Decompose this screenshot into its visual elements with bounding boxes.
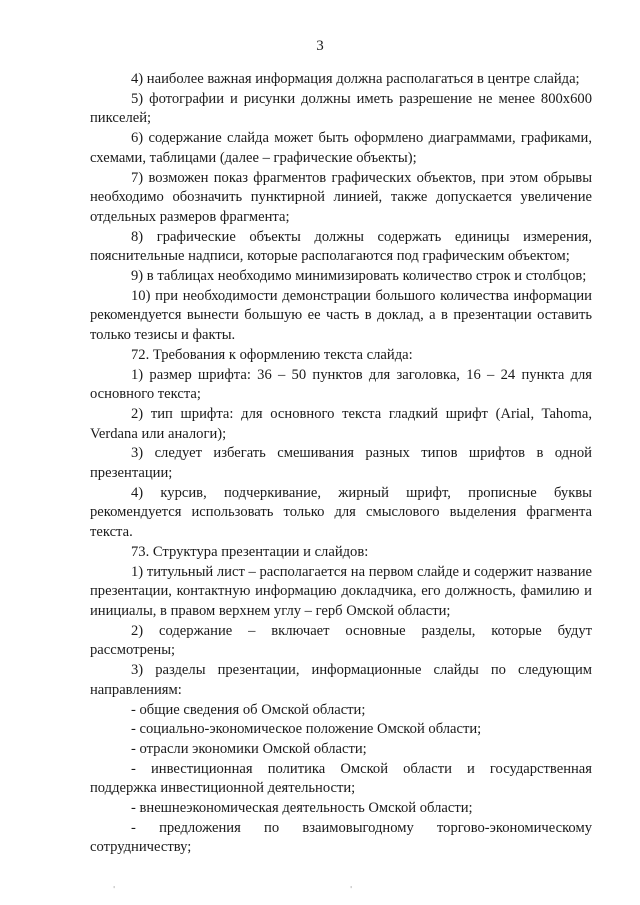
- text-req-3-font-mixing: 3) следует избегать смешивания разных типов шрифтов в одной презентации;: [90, 445, 592, 482]
- document-body: [90, 70, 592, 858]
- text-req-4-emphasis: 4) курсив, подчеркивание, жирный шрифт, прописные буквы рекомендуется использовать только для смыслового выделения фрагмента текста.: [90, 484, 592, 541]
- list-item-6-graphic-objects: 6) содержание слайда может быть оформлено диаграммами, графиками, схемами, таблицами (далее – графические объекты);: [90, 130, 592, 166]
- scan-mark: ': [350, 885, 353, 894]
- list-item-5-photo-resolution: 5) фотографии и рисунки должны иметь разрешение не менее 800х600 пикселей;: [90, 90, 592, 127]
- list-item-8-units: 8) графические объекты должны содержать единицы измерения, пояснительные надписи, которые располагаются под графическим объектом;: [90, 228, 592, 265]
- section-73-heading: 73. Структура презентации и слайдов:: [131, 543, 369, 560]
- sub-item-cooperation: - предложения по взаимовыгодному торгово-экономическому сотрудничеству;: [90, 819, 592, 856]
- section-72-heading: 72. Требования к оформлению текста слайда:: [131, 346, 413, 363]
- structure-3-sections: 3) разделы презентации, информационные слайды по следующим направлениям:: [90, 662, 592, 698]
- sub-item-general-info: - общие сведения об Омской области;: [131, 701, 366, 718]
- sub-item-socio-economic: - социально-экономическое положение Омской области;: [131, 721, 482, 738]
- structure-1-title-sheet: 1) титульный лист – располагается на первом слайде и содержит название презентации, контактную информацию докладчика, его должность, фамилию и инициалы, в правом верхнем углу – герб Омской области;: [90, 563, 592, 619]
- list-item-7-fragments: 7) возможен показ фрагментов графических объектов, при этом обрывы необходимо обозначить пунктирной линией, также допускается увеличение отдельных размеров фрагмента;: [90, 169, 592, 225]
- text-req-2-font-type: 2) тип шрифта: для основного текста гладкий шрифт (Arial, Tahoma, Verdana или аналоги);: [90, 405, 592, 442]
- text-req-1-font-size: 1) размер шрифта: 36 – 50 пунктов для заголовка, 16 – 24 пункта для основного текста;: [90, 366, 592, 403]
- page-number: 3: [316, 38, 324, 54]
- sub-item-foreign-trade: - внешнеэкономическая деятельность Омской области;: [131, 800, 473, 817]
- scan-mark: ': [113, 885, 116, 894]
- structure-2-contents: 2) содержание – включает основные разделы, которые будут рассмотрены;: [90, 622, 592, 659]
- sub-item-economy-sectors: - отрасли экономики Омской области;: [131, 740, 367, 757]
- list-item-10-large-info: 10) при необходимости демонстрации большого количества информации рекомендуется вынести большую ее часть в доклад, а в презентации оставить только тезисы и факты.: [90, 287, 592, 344]
- list-item-4-key-info: 4) наиболее важная информация должна располагаться в центре слайда;: [131, 71, 580, 87]
- sub-item-investment-policy: - инвестиционная политика Омской области и государственная поддержка инвестиционной деятельности;: [90, 760, 592, 797]
- list-item-9-tables: 9) в таблицах необходимо минимизировать количество строк и столбцов;: [131, 268, 587, 285]
